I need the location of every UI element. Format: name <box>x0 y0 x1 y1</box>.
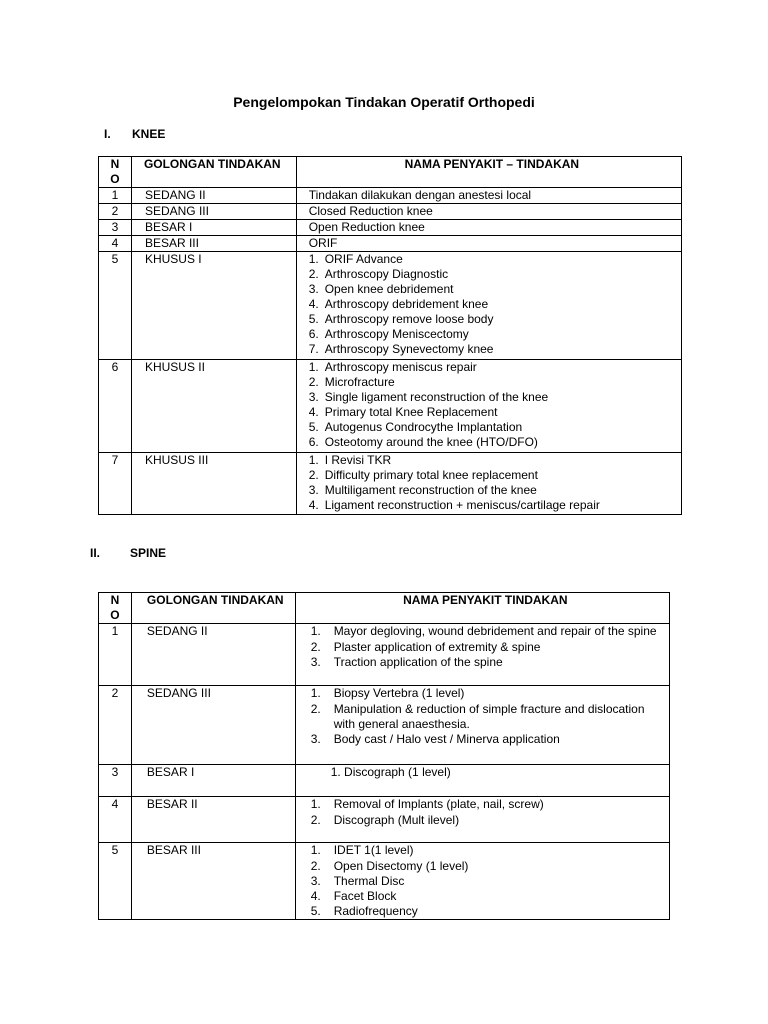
procedure-list <box>309 360 681 450</box>
item-number: 2. <box>310 858 321 873</box>
knee-table <box>98 156 682 515</box>
item-number: 5. <box>308 420 319 435</box>
list-item <box>309 342 681 357</box>
item-text: Radiofrequency <box>333 904 418 919</box>
item-number: 2. <box>308 468 319 483</box>
item-number: 4. <box>308 498 319 513</box>
header-nama: NAMA PENYAKIT TINDAKAN <box>295 593 669 624</box>
section-number: I. <box>104 127 111 141</box>
item-text: Arthroscopy Synevectomy knee <box>324 342 494 357</box>
list-item <box>296 859 669 874</box>
cell-no: 2 <box>99 686 132 765</box>
table-row <box>99 204 682 220</box>
header-nama: NAMA PENYAKIT – TINDAKAN <box>296 157 681 188</box>
procedure-list <box>309 252 681 357</box>
cell-golongan: SEDANG III <box>131 204 296 220</box>
cell-golongan: SEDANG II <box>131 188 296 204</box>
item-text: Open Disectomy (1 level) <box>333 858 469 873</box>
table-header-row <box>99 593 670 624</box>
cell-no: 4 <box>99 236 132 252</box>
list-item <box>309 435 681 450</box>
list-item <box>309 282 681 297</box>
list-item <box>309 483 681 498</box>
list-item <box>296 640 669 655</box>
item-number: 5. <box>310 904 321 919</box>
item-number: 4. <box>310 889 321 904</box>
item-number: 2. <box>310 639 321 654</box>
list-item <box>309 405 681 420</box>
cell-nama <box>296 220 681 236</box>
procedure-list <box>296 797 669 827</box>
header-no-label: N O <box>110 157 120 187</box>
item-text: Plaster application of extremity & spine <box>333 639 541 654</box>
procedure-list <box>309 220 681 235</box>
item-number: 1. <box>310 686 321 701</box>
table-row <box>99 188 682 204</box>
item-text: Biopsy Vertebra (1 level) <box>333 686 465 701</box>
item-text: Arthroscopy Meniscectomy <box>324 327 469 342</box>
table-row <box>99 765 670 797</box>
cell-nama <box>295 797 669 843</box>
list-item <box>309 204 681 219</box>
cell-golongan: BESAR III <box>131 843 295 920</box>
section-heading-spine <box>90 546 166 560</box>
cell-nama <box>295 624 669 686</box>
cell-golongan: KHUSUS I <box>131 252 296 360</box>
list-item <box>309 236 681 251</box>
header-no <box>99 157 132 188</box>
list-item <box>309 360 681 375</box>
section-heading-knee <box>104 127 165 141</box>
cell-no: 6 <box>99 360 132 453</box>
table-row <box>99 797 670 843</box>
item-number: 1. <box>308 360 319 375</box>
item-number: 3. <box>308 282 319 297</box>
list-item <box>309 252 681 267</box>
list-item <box>296 797 669 812</box>
table-row <box>99 624 670 686</box>
table-row <box>99 220 682 236</box>
list-item <box>309 468 681 483</box>
list-item <box>296 686 669 701</box>
procedure-list <box>309 204 681 219</box>
cell-no: 5 <box>99 843 132 920</box>
list-item <box>309 297 681 312</box>
item-text: Arthroscopy meniscus repair <box>324 360 477 375</box>
item-text: Microfracture <box>324 375 395 390</box>
spine-table <box>98 592 670 920</box>
item-number: 6. <box>308 327 319 342</box>
cell-nama <box>295 765 669 797</box>
list-item <box>296 889 669 904</box>
table-row <box>99 252 682 360</box>
item-number: 2. <box>310 812 321 827</box>
item-number: 2. <box>308 267 319 282</box>
item-text: Manipulation & reduction of simple fracture and dislocation with general anaesthesia. <box>333 701 645 731</box>
section-name: KNEE <box>132 127 166 141</box>
item-text: Autogenus Condrocythe Implantation <box>324 420 523 435</box>
cell-golongan: KHUSUS II <box>131 360 296 453</box>
item-number: 7. <box>308 342 319 357</box>
procedure-list <box>309 453 681 513</box>
table-header-row <box>99 157 682 188</box>
item-number: 6. <box>308 435 319 450</box>
item-text: ORIF Advance <box>324 252 403 267</box>
cell-nama <box>296 204 681 220</box>
item-text: Traction application of the spine <box>333 654 503 669</box>
list-item <box>309 453 681 468</box>
item-number: 1. <box>308 252 319 267</box>
list-item <box>309 420 681 435</box>
cell-golongan: BESAR II <box>131 797 295 843</box>
cell-no: 7 <box>99 453 132 515</box>
item-text: Difficulty primary total knee replacement <box>324 468 538 483</box>
section-number: II. <box>90 546 101 560</box>
list-item <box>296 874 669 889</box>
item-number: 2. <box>308 375 319 390</box>
procedure-list <box>309 188 681 203</box>
item-number: 4. <box>308 297 319 312</box>
procedure-list <box>296 686 669 747</box>
cell-nama <box>296 360 681 453</box>
item-text: Open Reduction knee <box>308 220 425 235</box>
item-text: Closed Reduction knee <box>308 204 433 219</box>
item-text: Osteotomy around the knee (HTO/DFO) <box>324 435 538 450</box>
cell-no: 5 <box>99 252 132 360</box>
item-text: Removal of Implants (plate, nail, screw) <box>333 797 544 812</box>
cell-nama <box>296 453 681 515</box>
item-number: 3. <box>310 873 321 888</box>
item-number: 1. <box>310 624 321 639</box>
item-text: Tindakan dilakukan dengan anestesi local <box>308 188 532 203</box>
item-number: 5. <box>308 312 319 327</box>
cell-golongan: BESAR I <box>131 765 295 797</box>
table-row <box>99 453 682 515</box>
cell-nama <box>295 686 669 765</box>
header-no-label: N O <box>110 593 120 623</box>
cell-no: 3 <box>99 765 132 797</box>
cell-golongan: KHUSUS III <box>131 453 296 515</box>
procedure-list <box>296 765 669 780</box>
list-item <box>309 327 681 342</box>
list-item <box>309 188 681 203</box>
list-item <box>309 390 681 405</box>
cell-no: 4 <box>99 797 132 843</box>
item-number: 3. <box>308 390 319 405</box>
cell-nama <box>296 252 681 360</box>
item-text: Ligament reconstruction + meniscus/cartilage repair <box>324 498 600 513</box>
list-item <box>296 702 669 732</box>
list-item <box>296 904 669 919</box>
item-number: 3. <box>308 483 319 498</box>
list-item <box>296 765 669 780</box>
list-item <box>309 312 681 327</box>
cell-no: 1 <box>99 624 132 686</box>
item-text: ORIF <box>308 236 338 251</box>
list-item <box>296 655 669 670</box>
page-title: Pengelompokan Tindakan Operatif Orthopedi <box>233 94 535 110</box>
list-item <box>296 624 669 639</box>
item-text: Arthroscopy debridement knee <box>324 297 489 312</box>
table-row <box>99 360 682 453</box>
header-golongan: GOLONGAN TINDAKAN <box>131 593 295 624</box>
table-row <box>99 686 670 765</box>
list-item <box>296 843 669 858</box>
item-text: Arthroscopy Diagnostic <box>324 267 449 282</box>
list-item <box>309 375 681 390</box>
item-number: 1. <box>310 797 321 812</box>
cell-golongan: SEDANG II <box>131 624 295 686</box>
table-row <box>99 236 682 252</box>
item-number: 3. <box>310 654 321 669</box>
item-text: Thermal Disc <box>333 873 405 888</box>
item-number: 3. <box>310 732 321 747</box>
item-text: Body cast / Halo vest / Minerva application <box>333 732 560 747</box>
cell-golongan: BESAR I <box>131 220 296 236</box>
cell-golongan: BESAR III <box>131 236 296 252</box>
item-text: Single ligament reconstruction of the knee <box>324 390 549 405</box>
list-item <box>296 813 669 828</box>
list-item <box>309 498 681 513</box>
cell-no: 1 <box>99 188 132 204</box>
item-text: Facet Block <box>333 889 397 904</box>
section-name: SPINE <box>130 546 167 560</box>
cell-no: 2 <box>99 204 132 220</box>
cell-nama <box>295 843 669 920</box>
item-number: 1. <box>310 843 321 858</box>
cell-nama <box>296 236 681 252</box>
header-no <box>99 593 132 624</box>
item-text: Primary total Knee Replacement <box>324 405 498 420</box>
list-item <box>309 267 681 282</box>
item-text: Open knee debridement <box>324 282 454 297</box>
item-text: Mayor degloving, wound debridement and repair of the spine <box>333 624 657 639</box>
item-text: Discograph (Mult ilevel) <box>333 812 460 827</box>
table-row <box>99 843 670 920</box>
item-text: Multiligament reconstruction of the knee <box>324 483 537 498</box>
cell-golongan: SEDANG III <box>131 686 295 765</box>
procedure-list <box>296 624 669 670</box>
item-text: 1. Discograph (1 level) <box>330 765 451 780</box>
procedure-list <box>296 843 669 919</box>
header-golongan: GOLONGAN TINDAKAN <box>131 157 296 188</box>
item-number: 4. <box>308 405 319 420</box>
list-item <box>296 732 669 747</box>
procedure-list <box>309 236 681 251</box>
item-text: Arthroscopy remove loose body <box>324 312 494 327</box>
list-item <box>309 220 681 235</box>
item-text: IDET 1(1 level) <box>333 843 414 858</box>
item-number: 2. <box>310 701 321 716</box>
cell-no: 3 <box>99 220 132 236</box>
item-text: I Revisi TKR <box>324 453 392 468</box>
cell-nama <box>296 188 681 204</box>
item-number: 1. <box>308 453 319 468</box>
